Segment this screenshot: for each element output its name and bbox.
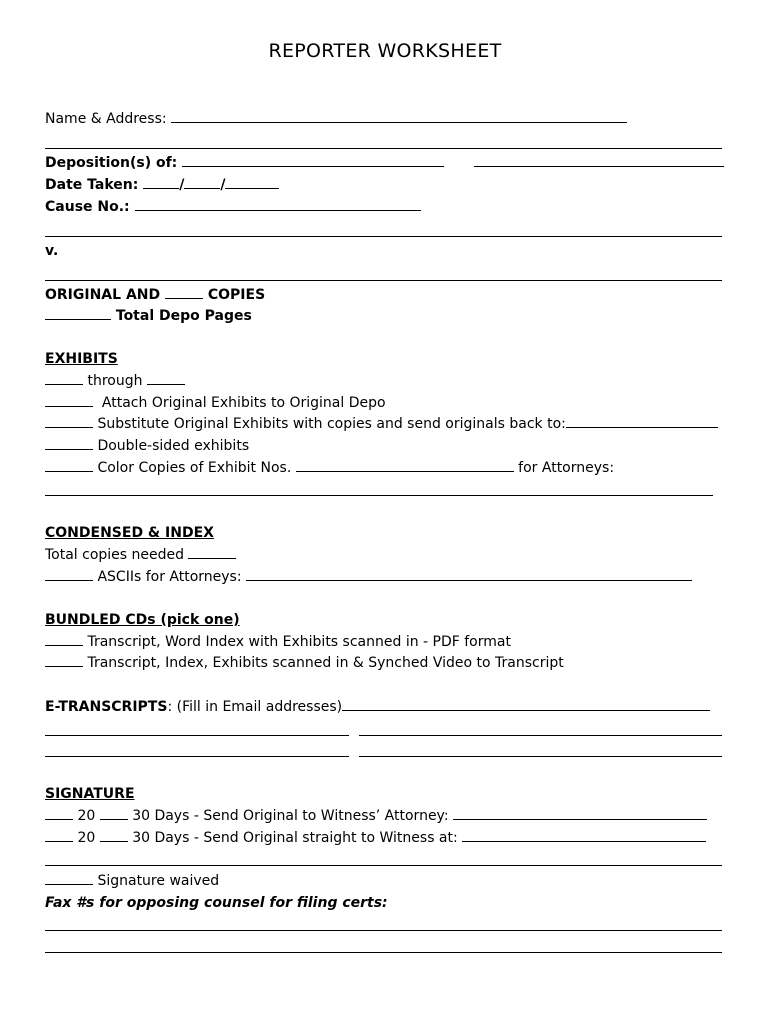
attach-original-field[interactable] [45, 394, 93, 407]
total-copies-label: Total copies needed [45, 547, 185, 563]
condensed-heading-row [45, 522, 724, 544]
deposition-field-2[interactable] [474, 154, 724, 167]
bundled-heading-row [45, 609, 724, 631]
fax-field-2[interactable] [45, 952, 722, 953]
exhibits-heading: EXHIBITS [45, 351, 118, 367]
total-depo-pages-row [45, 305, 724, 327]
name-address-field-2[interactable] [45, 148, 722, 149]
asciis-attorneys-field[interactable] [246, 568, 692, 581]
bundled-option-1-row [45, 631, 724, 653]
bundled-option-2-label: Transcript, Index, Exhibits scanned in & Synched Video to Transcript [87, 655, 564, 671]
versus-row [45, 240, 724, 262]
depositions-label: Deposition(s) of: [45, 155, 178, 171]
color-copies-row [45, 457, 724, 479]
exhibits-through-row [45, 370, 724, 392]
signature-option-1-check-field[interactable] [45, 807, 73, 820]
name-address-row [45, 108, 724, 130]
signature-waived-row [45, 870, 724, 892]
signature-option-2-check-field[interactable] [45, 829, 73, 842]
cause-no-field[interactable] [135, 198, 421, 211]
total-copies-field[interactable] [188, 546, 236, 559]
asciis-label: ASCIIs for Attorneys: [97, 569, 242, 585]
plaintiff-field[interactable] [45, 236, 722, 237]
signature-year-2-label: 20 [77, 830, 96, 846]
witness-address-field-2[interactable] [45, 865, 722, 866]
original-and-label: ORIGINAL AND [45, 287, 161, 303]
signature-year-2-field[interactable] [100, 829, 128, 842]
defendant-field[interactable] [45, 280, 722, 281]
asciis-check-field[interactable] [45, 568, 93, 581]
total-copies-row [45, 544, 724, 566]
signature-waived-field[interactable] [45, 872, 93, 885]
exhibit-nos-field[interactable] [296, 459, 514, 472]
email-field-2[interactable] [45, 735, 349, 736]
total-depo-pages-field[interactable] [45, 307, 111, 320]
date-taken-row: Date Taken: / / [45, 174, 724, 196]
fax-label: Fax #s for opposing counsel for filing certs: [45, 895, 388, 911]
depositions-row [45, 152, 724, 174]
signature-year-1-field[interactable] [100, 807, 128, 820]
date-taken-label: Date Taken: [45, 177, 139, 193]
attach-original-label: Attach Original Exhibits to Original Depo [101, 395, 386, 411]
email-field-1[interactable] [342, 698, 710, 711]
signature-option-1-label: 30 Days - Send Original to Witness’ Attorney: [132, 808, 449, 824]
bundled-option-1-field[interactable] [45, 633, 83, 646]
name-address-field[interactable] [171, 110, 627, 123]
signature-heading: SIGNATURE [45, 786, 135, 802]
page-title: REPORTER WORKSHEET [268, 40, 502, 62]
attach-original-row [45, 392, 724, 414]
date-day-field[interactable] [184, 176, 220, 189]
email-field-5[interactable] [359, 756, 722, 757]
signature-option-2-row [45, 827, 724, 849]
witness-attorney-field[interactable] [453, 807, 707, 820]
fax-field-1[interactable] [45, 930, 722, 931]
asciis-row [45, 566, 724, 588]
condensed-heading: CONDENSED & INDEX [45, 525, 214, 541]
substitute-original-label: Substitute Original Exhibits with copies and send originals back to: [97, 416, 566, 432]
send-originals-to-field[interactable] [566, 415, 718, 428]
etranscripts-heading: E-TRANSCRIPTS [45, 699, 168, 715]
bundled-option-1-label: Transcript, Word Index with Exhibits scanned in - PDF format [87, 634, 511, 650]
through-label: through [87, 373, 143, 389]
etranscripts-note: : (Fill in Email addresses) [167, 699, 343, 715]
signature-year-1-label: 20 [77, 808, 96, 824]
exhibits-heading-row [45, 348, 724, 370]
double-sided-row [45, 435, 724, 457]
bundled-option-2-row [45, 652, 724, 674]
date-month-field[interactable] [143, 176, 179, 189]
date-year-field[interactable] [225, 176, 279, 189]
signature-heading-row [45, 783, 724, 805]
copies-label: COPIES [207, 287, 266, 303]
total-depo-pages-label: Total Depo Pages [115, 308, 252, 324]
signature-waived-label: Signature waived [97, 873, 220, 889]
witness-address-field[interactable] [462, 829, 706, 842]
color-copies-field[interactable] [45, 459, 93, 472]
copies-count-field[interactable] [165, 286, 203, 299]
substitute-original-row [45, 413, 724, 435]
fax-row [45, 892, 724, 914]
double-sided-label: Double-sided exhibits [97, 438, 250, 454]
signature-option-2-label: 30 Days - Send Original straight to Witness at: [132, 830, 458, 846]
substitute-original-field[interactable] [45, 415, 93, 428]
exhibit-to-field[interactable] [147, 372, 185, 385]
bundled-heading: BUNDLED CDs (pick one) [45, 612, 240, 628]
versus-label: v. [45, 243, 59, 259]
exhibit-from-field[interactable] [45, 372, 83, 385]
email-field-4[interactable] [45, 756, 349, 757]
email-field-3[interactable] [359, 735, 722, 736]
deposition-field-1[interactable] [182, 154, 444, 167]
etranscripts-row [45, 696, 724, 718]
original-copies-row [45, 284, 724, 306]
color-copies-label: Color Copies of Exhibit Nos. [97, 460, 292, 476]
for-attorneys-label: for Attorneys: [518, 460, 615, 476]
double-sided-field[interactable] [45, 437, 93, 450]
name-address-label: Name & Address: [45, 111, 167, 127]
bundled-option-2-field[interactable] [45, 654, 83, 667]
cause-no-label: Cause No.: [45, 199, 130, 215]
color-copies-attorneys-field[interactable] [45, 495, 713, 496]
signature-option-1-row [45, 805, 724, 827]
cause-no-row [45, 196, 724, 218]
